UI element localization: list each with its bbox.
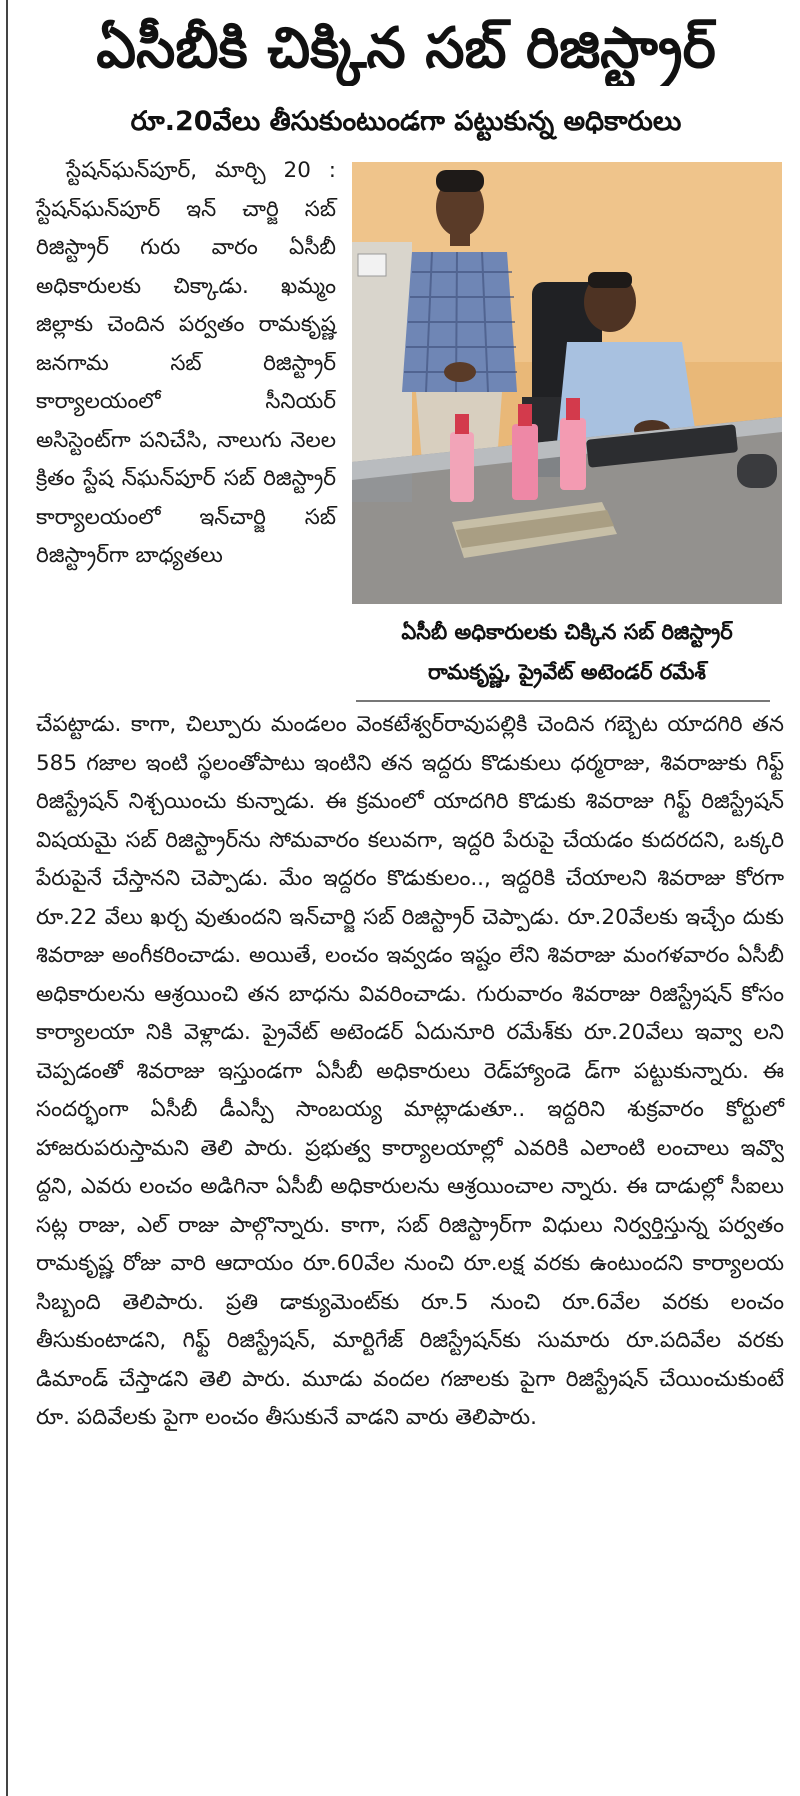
article-subheadline: రూ.20వేలు తీసుకుంటుండగా పట్టుకున్న అధికారులు	[130, 106, 682, 137]
article-lead-column: స్టేషన్‌ఘన్‌పూర్, మార్చి 20 : స్టేషన్‌ఘన్‌పూర్ ఇన్ చార్జి సబ్ రిజిస్ట్రార్ గురు వారం ఏసీబీ అధికారులకు చిక్కాడు. ఖమ్మం జిల్లాకు చెందిన పర్వతం రామకృష్ణ జనగామ సబ్ రిజిస్ట్రార్ కార్యాలయంలో సీనియర్ అసిస్టెంట్‌గా పనిచేసి, నాలుగు నెలల క్రితం స్టేష న్‌ఘన్‌పూర్ సబ్ రిజిస్ట్రార్ కార్యాలయంలో ఇన్‌చార్జి సబ్ రిజిస్ట్రార్‌గా బాధ్యతలు	[36, 158, 336, 568]
caption-divider	[356, 700, 770, 702]
article-body: చేపట్టాడు. కాగా, చిల్పూరు మండలం వెంకటేశ్వర్‌రావుపల్లికి చెందిన గబ్బెట యాదగిరి తన 585 గజాల ఇంటి స్థలంతోపాటు ఇంటిని తన ఇద్దరు కొడుకులు ధర్మరాజు, శివరాజుకు గిఫ్ట్ రిజిస్ట్రేషన్ నిశ్చయించు కున్నాడు. ఈ క్రమంలో యాదగిరి కొడుకు శివరాజు గిఫ్ట్ రిజిస్ట్రేషన్ విషయమై సబ్ రిజిస్ట్రార్‌ను సోమవారం కలువగా, ఇద్దరి పేరుపై చేయడం కుదరదని, ఒక్కరి పేరుపైనే చేస్తానని చెప్పాడు. మేం ఇద్దరం కొడుకులం.., ఇద్దరికి చేయాలని శివరాజు కోరగా రూ.22 వేలు ఖర్చ వుతుందని ఇన్‌చార్జి సబ్ రిజిస్ట్రార్ చెప్పాడు. రూ.20వేలకు ఇచ్చేం దుకు శివరాజు అంగీకరించాడు. అయితే, లంచం ఇవ్వడం ఇష్టం లేని శివరాజు మంగళవారం ఏసీబీ అధికారులను ఆశ్రయించి తన బాధను వివరించాడు. గురువారం శివరాజు రిజిస్ట్రేషన్ కోసం కార్యాలయా నికి వెళ్లాడు. ప్రైవేట్ అటెండర్ ఏదునూరి రమేశ్‌కు రూ.20వేలు ఇవ్వా లని చెప్పడంతో శివరాజు ఇస్తుండగా ఏసీబీ అధికారులు రెడ్‌హ్యాండె డ్‌గా పట్టుకున్నారు. ఈ సందర్భంగా ఏసీబీ డీఎస్పీ సాంబయ్య మాట్లాడుతూ.. ఇద్దరిని శుక్రవారం కోర్టులో హాజరుపరుస్తామని తెలి పారు. ప్రభుత్వ కార్యాలయాల్లో ఎవరికి ఎలాంటి లంచాలు ఇవ్వొ ద్దని, ఎవరు లంచం అడిగినా ఏసీబీ అధికారులను ఆశ్రయించాల న్నారు. ఈ దాడుల్లో సీఐలు సట్ల రాజు, ఎల్ రాజు పాల్గొన్నారు. కాగా, సబ్ రిజిస్ట్రార్‌గా విధులు నిర్వర్తిస్తున్న పర్వతం రామకృష్ణ రోజు వారి ఆదాయం రూ.60వేల నుంచి రూ.లక్ష వరకు ఉంటుందని కార్యాలయ సిబ్బంది తెలిపారు. ప్రతి డాక్యుమెంట్‌కు రూ.5 నుంచి రూ.6వేల వరకు లంచం తీసుకుంటాడని, గిఫ్ట్ రిజిస్ట్రేషన్, మార్టిగేజ్ రిజిస్ట్రేషన్‌కు సుమారు రూ.పదివేల వరకు డిమాండ్ చేస్తాడని తెలి పారు. మూడు వందల గజాలకు పైగా రిజిస్ట్రేషన్ చేయించుకుంటే రూ. పదివేలకు పైగా లంచం తీసుకునే వాడని వారు తెలిపారు.	[36, 712, 784, 1430]
photo-caption-line-1: ఏసీబీ అధికారులకు చిక్కిన సబ్ రిజిస్ట్రార్	[401, 620, 733, 644]
article-photo	[352, 162, 782, 604]
photo-caption-line-2: రామకృష్ణ, ప్రైవేట్ అటెండర్ రమేశ్	[428, 660, 706, 684]
photo-caption	[352, 612, 782, 702]
photo-illustration	[352, 162, 782, 604]
page-left-border	[6, 0, 8, 1796]
article-headline: ఏసీబీకి చిక్కిన సబ్ రిజిస్ట్రార్	[96, 16, 716, 81]
